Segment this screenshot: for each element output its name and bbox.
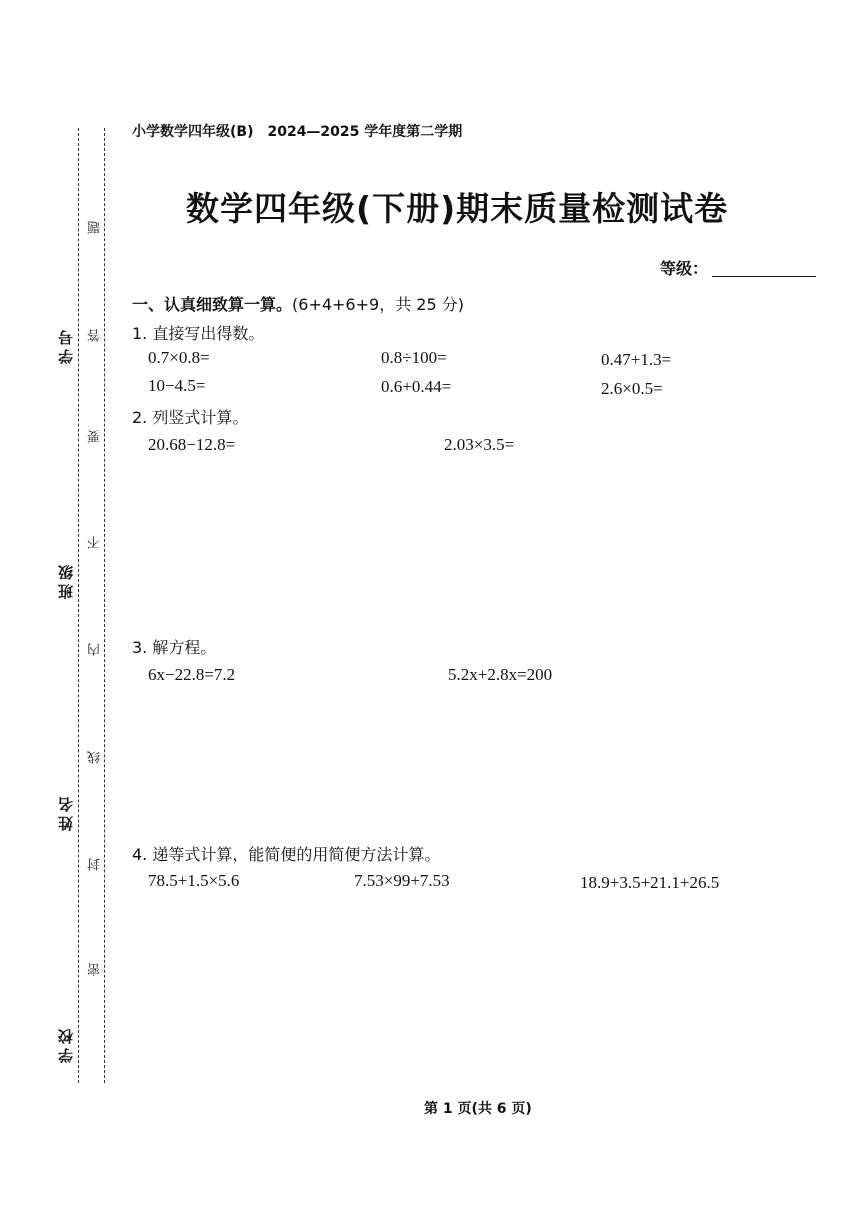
seal-char-nei: 内 [88, 643, 103, 656]
q4-item: 18.9+3.5+21.1+26.5 [580, 873, 720, 892]
grade-field [660, 256, 816, 279]
school-label: 学校 [57, 1025, 75, 1063]
q2-item: 20.68−12.8= [148, 435, 236, 454]
q2-item: 2.03×3.5= [444, 435, 515, 454]
grade-blank [712, 262, 816, 277]
seal-char-xian: 线 [88, 751, 103, 764]
question-3-label: 3. 解方程。 [132, 638, 217, 657]
page-number: 第 1 页(共 6 页) [424, 1101, 532, 1117]
seal-char-feng: 封 [88, 858, 103, 871]
question-1-label: 1. 直接写出得数。 [132, 324, 265, 343]
binding-dashed-line-inner [104, 128, 105, 1083]
student-id-label: 学号 [57, 326, 75, 364]
section-heading [132, 292, 464, 315]
question-4-label: 4. 递等式计算，能简便的用简便方法计算。 [132, 845, 441, 864]
seal-char-yao: 要 [88, 430, 103, 443]
section-title: 一、认真细致算一算。 [132, 295, 293, 314]
section-score: (6+4+6+9，共 25 分) [292, 295, 464, 314]
question-2-label: 2. 列竖式计算。 [132, 408, 249, 427]
q1-item: 0.6+0.44= [381, 377, 452, 396]
q1-item: 0.7×0.8= [148, 348, 210, 367]
page-title: 数学四年级(下册)期末质量检测试卷 [186, 189, 729, 228]
seal-char-mi: 密 [88, 963, 103, 976]
class-label: 班级 [57, 561, 75, 599]
q4-item: 7.53×99+7.53 [354, 871, 450, 890]
binding-dashed-line-outer [78, 128, 79, 1083]
q1-item: 10−4.5= [148, 376, 206, 395]
q3-item: 6x−22.8=7.2 [148, 665, 236, 684]
q3-item: 5.2x+2.8x=200 [448, 665, 553, 684]
q1-item: 0.47+1.3= [601, 350, 672, 369]
q1-item: 2.6×0.5= [601, 379, 663, 398]
q1-item: 0.8÷100= [381, 348, 447, 367]
exam-header: 小学数学四年级(B) 2024—2025 学年度第二学期 [132, 124, 463, 140]
grade-label: 等级： [660, 259, 709, 278]
seal-char-ti: 题 [88, 221, 103, 234]
name-label: 姓名 [57, 793, 75, 831]
seal-char-bu: 不 [88, 536, 103, 549]
seal-char-da: 答 [88, 329, 103, 342]
q4-item: 78.5+1.5×5.6 [148, 871, 240, 890]
